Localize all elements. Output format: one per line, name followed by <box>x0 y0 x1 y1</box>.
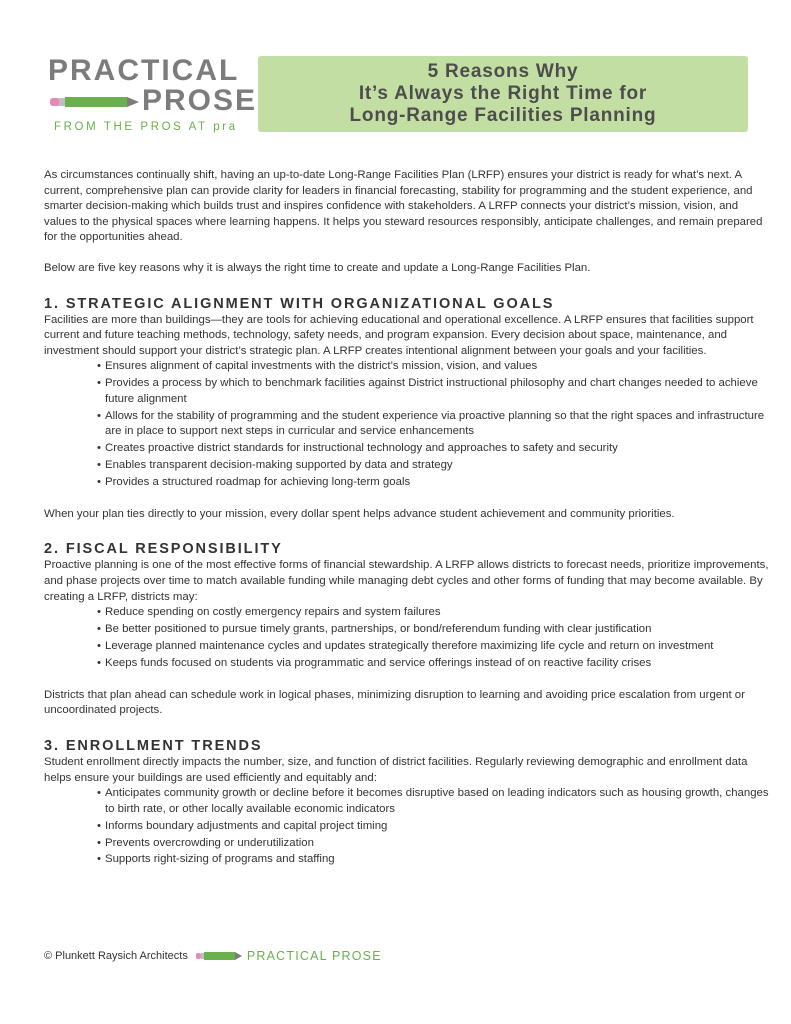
list-item: • Informs boundary adjustments and capital project timing <box>97 819 771 835</box>
list-item: • Allows for the stability of programming and the student experience via proactive planning so that the right spaces and infrastructure are in place to support next steps in curricular and service enhancements <box>97 409 771 440</box>
document-body <box>44 168 771 869</box>
logo-tagline: FROM THE PROS AT pra <box>54 121 238 133</box>
practical-prose-logo <box>48 54 258 138</box>
intro-paragraph-2: Below are five key reasons why it is always the right time to create and update a Long-Range Facilities Plan. <box>44 261 591 274</box>
list-item: • Leverage planned maintenance cycles and updates strategically therefore maximizing life cycle and return on investment <box>97 639 771 655</box>
footer-copyright: © Plunkett Raysich Architects <box>44 950 188 962</box>
list-item: • Enables transparent decision-making supported by data and strategy <box>97 458 771 474</box>
bullet-list <box>44 359 771 490</box>
bullet-list <box>44 605 771 671</box>
logo-word-practical: PRACTICAL <box>48 54 240 87</box>
section-closing: When your plan ties directly to your mission, every dollar spent helps advance student achievement and community priorities. <box>44 507 675 520</box>
pencil-icon <box>196 951 242 961</box>
logo-word-prose: PROSE <box>142 84 258 117</box>
list-item: • Supports right-sizing of programs and staffing <box>97 852 771 868</box>
list-item: • Ensures alignment of capital investments with the district’s mission, vision, and values <box>97 359 771 375</box>
title-line-2: It’s Always the Right Time for <box>358 83 648 104</box>
section-body: Student enrollment directly impacts the number, size, and function of district facilities. Regularly reviewing demographic and enrollment data helps ensure your buildings are used efficiently and equitably and: <box>44 756 748 784</box>
section-heading: 1. STRATEGIC ALIGNMENT WITH ORGANIZATIONAL GOALS <box>44 295 555 312</box>
list-item: • Provides a structured roadmap for achieving long-term goals <box>97 475 771 491</box>
list-item: • Creates proactive district standards for instructional technology and approaches to safety and security <box>97 441 771 457</box>
section-heading: 2. FISCAL RESPONSIBILITY <box>44 541 283 558</box>
title-banner <box>258 56 748 132</box>
section-closing: Districts that plan ahead can schedule work in logical phases, minimizing disruption to learning and avoiding price escalation from urgent or uncoordinated projects. <box>44 688 745 717</box>
section-body: Proactive planning is one of the most effective forms of financial stewardship. A LRFP allows districts to forecast needs, prioritize improvements, and phase projects over time to match available funding while managing debt cycles and other forms of funding that may become available. By creating a LRFP, districts may: <box>44 559 769 603</box>
pencil-icon <box>50 95 140 109</box>
title-line-3: Long-Range Facilities Planning <box>349 105 657 126</box>
list-item: • Be better positioned to pursue timely grants, partnerships, or bond/referendum funding with clear justification <box>97 622 771 638</box>
bullet-list <box>44 786 771 868</box>
list-item: • Provides a process by which to benchmark facilities against District instructional philosophy and chart changes needed to achieve future alignment <box>97 376 771 407</box>
section-body: Facilities are more than buildings—they are tools for achieving educational and operational excellence. A LRFP ensures that facilities support current and future teaching methods, technology, safety needs, and program expansion. Every decision about space, maintenance, and investment should support your district’s strategic plan. A LRFP creates intentional alignment between your goals and your facilities. <box>44 313 754 357</box>
intro-paragraph: As circumstances continually shift, having an up-to-date Long-Range Facilities Plan (LRFP) ensures your district is ready for what’s next. A current, comprehensive plan can provide clarity for leaders in financial forecasting, stability for programming and the student experience, and smarter decision-making which builds trust and inspires confidence with stakeholders. A LRFP connects your district’s mission, vision, and values to the physical spaces where learning happens. It helps you steward resources responsibly, anticipate challenges, and remain prepared for the opportunities ahead. <box>44 169 763 244</box>
title-line-1: 5 Reasons Why <box>427 61 579 82</box>
list-item: • Reduce spending on costly emergency repairs and system failures <box>97 605 771 621</box>
section-heading: 3. ENROLLMENT TRENDS <box>44 738 263 754</box>
footer-brand: PRACTICAL PROSE <box>246 949 382 963</box>
page-footer <box>44 946 382 966</box>
list-item: • Anticipates community growth or decline before it becomes disruptive based on leading indicators such as housing growth, changes to birth rate, or other locally available economic indicators <box>97 786 771 817</box>
list-item: • Keeps funds focused on students via programmatic and service offerings instead of on reactive facility crises <box>97 656 771 672</box>
list-item: • Prevents overcrowding or underutilization <box>97 836 771 852</box>
